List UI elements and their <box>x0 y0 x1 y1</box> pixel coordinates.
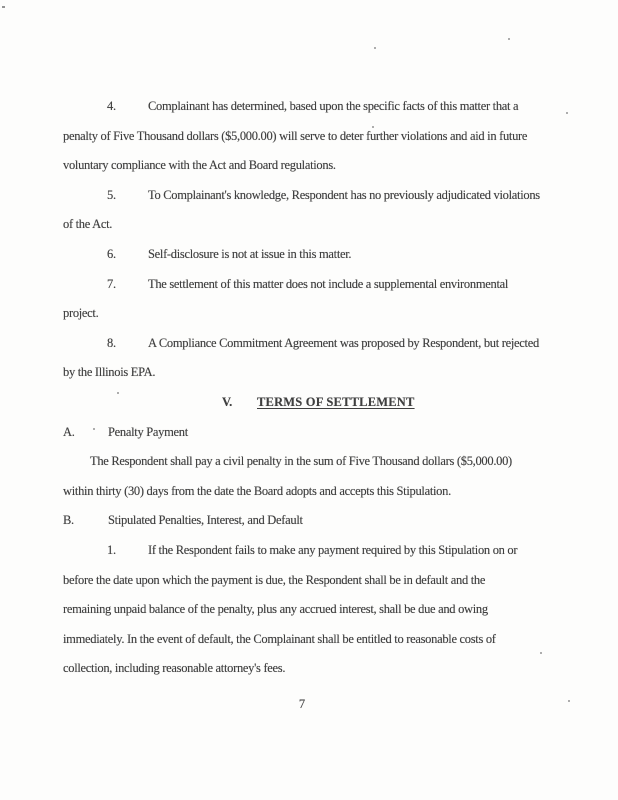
paragraph-number: 5. <box>107 187 116 202</box>
paragraph-1-line-5: collection, including reasonable attorney's fees. <box>63 661 286 676</box>
penalty-paragraph-line-1: The Respondent shall pay a civil penalty in the sum of Five Thousand dollars ($5,000.00) <box>90 454 512 469</box>
paragraph-1-line-3: remaining unpaid balance of the penalty, plus any accrued interest, shall be due and owing <box>63 602 488 617</box>
paragraph-text: If the Respondent fails to make any payment required by this Stipulation on or <box>148 542 518 557</box>
paragraph-text: To Complainant's knowledge, Respondent has no previously adjudicated violations <box>148 187 540 202</box>
scan-speck <box>2 6 5 8</box>
subsection-b-heading <box>63 506 563 536</box>
subsection-title: Stipulated Penalties, Interest, and Default <box>108 513 303 528</box>
subsection-letter: A. <box>63 424 75 439</box>
scan-speck <box>566 112 568 114</box>
paragraph-6-line-1 <box>63 240 563 270</box>
paragraph-number: 8. <box>107 335 116 350</box>
paragraph-number: 6. <box>107 246 116 261</box>
section-heading-title: TERMS OF SETTLEMENT <box>257 394 415 409</box>
paragraph-4-line-2: penalty of Five Thousand dollars ($5,000.00) will serve to deter further violations and aid in future <box>63 128 528 143</box>
page-number: 7 <box>298 697 306 711</box>
paragraph-text: Complainant has determined, based upon the specific facts of this matter that a <box>148 99 519 113</box>
paragraph-text: A Compliance Commitment Agreement was proposed by Respondent, but rejected <box>148 335 539 350</box>
paragraph-text: The settlement of this matter does not include a supplemental environmental <box>148 276 509 291</box>
document-body <box>63 92 563 684</box>
paragraph-4-line-1 <box>63 92 563 122</box>
paragraph-1-line-1 <box>63 536 563 566</box>
paragraph-number: 4. <box>107 99 116 113</box>
paragraph-number: 7. <box>107 276 116 291</box>
subsection-title: Penalty Payment <box>108 424 188 439</box>
paragraph-4-line-3: voluntary compliance with the Act and Board regulations. <box>63 158 336 173</box>
paragraph-1-line-2: before the date upon which the payment is due, the Respondent shall be in default and the <box>63 572 486 587</box>
paragraph-8-line-2: by the Illinois EPA. <box>63 365 156 380</box>
paragraph-8-line-1 <box>63 329 563 359</box>
section-heading-numeral: V. <box>222 394 232 409</box>
paragraph-7-line-1 <box>63 270 563 300</box>
penalty-paragraph-line-2: within thirty (30) days from the date the Board adopts and accepts this Stipulation. <box>63 483 451 498</box>
section-heading <box>63 388 563 418</box>
paragraph-1-line-4: immediately. In the event of default, the Complainant shall be entitled to reasonable costs of <box>63 631 496 646</box>
subsection-a-heading <box>63 418 563 448</box>
paragraph-5-line-1 <box>63 181 563 211</box>
paragraph-number: 1. <box>107 542 116 557</box>
scan-speck <box>508 38 510 40</box>
scan-speck <box>374 47 376 49</box>
paragraph-text: Self-disclosure is not at issue in this matter. <box>148 246 352 261</box>
paragraph-5-line-2: of the Act. <box>63 217 113 232</box>
subsection-letter: B. <box>63 513 74 528</box>
paragraph-7-line-2: project. <box>63 306 99 321</box>
